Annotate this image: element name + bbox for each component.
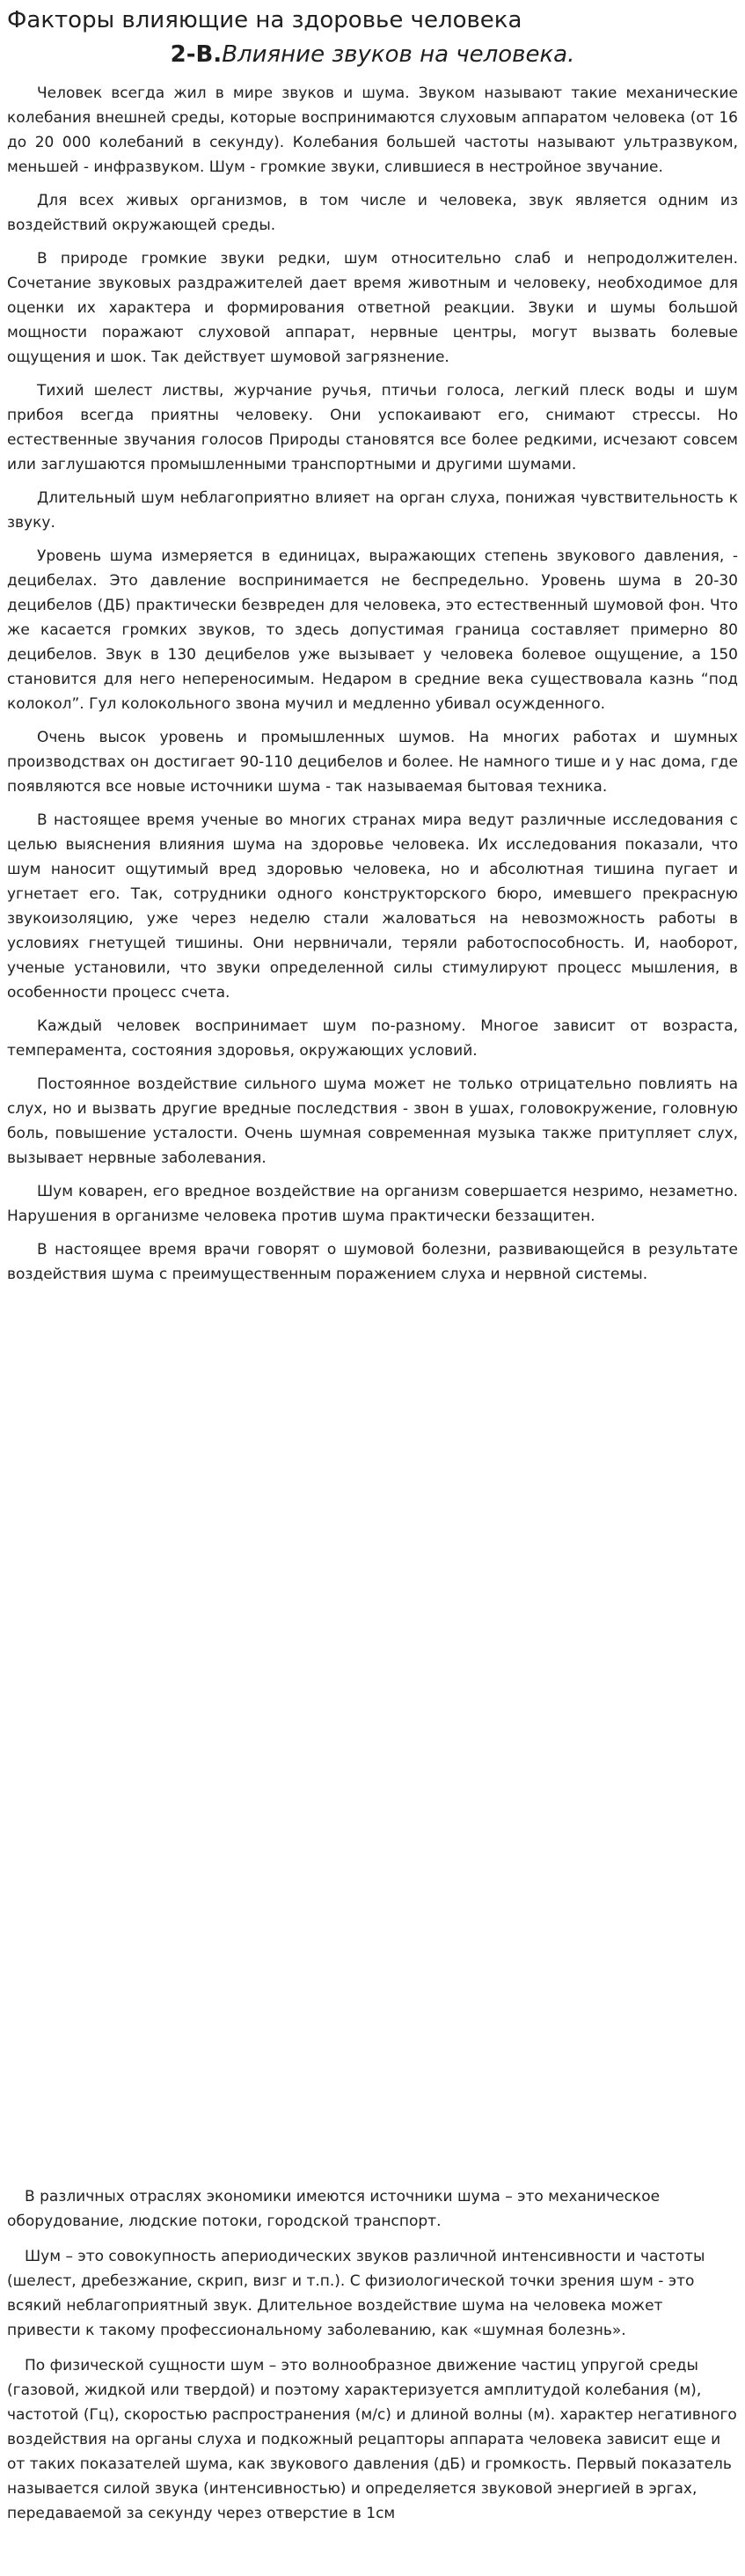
paragraph: Тихий шелест листвы, журчание ручья, птичьи голоса, легкий плеск воды и шум прибоя всегда приятны человеку. Они успокаивают его, снимают стрессы. Но естественные звучания голосов Природы становятся все более редкими, исчезают совсем или заглушаются промышленными транспортными и другими шумами. bbox=[7, 382, 738, 473]
paragraph: В различных отраслях экономики имеются источники шума – это механическое оборудование, людские потоки, городской транспорт. bbox=[7, 2188, 661, 2230]
paragraph: Для всех живых организмов, в том числе и человека, звук является одним из воздействий окружающей среды. bbox=[7, 192, 738, 234]
paragraph: Постоянное воздействие сильного шума может не только отрицательно повлиять на слух, но и вызвать другие вредные последствия - звон в ушах, головокружение, головную боль, повышение усталости. Очень шумная современная музыка также притупляет слух, вызывает нервные заболевания. bbox=[7, 1075, 738, 1167]
subtitle-topic: Влияние звуков на человека. bbox=[222, 41, 575, 68]
paragraph: В природе громкие звуки редки, шум относительно слаб и непродолжителен. Сочетание звуковых раздражителей дает время животным и человеку, необходимое для оценки их характера и формирования ответной реакции. Звуки и шумы большой мощности поражают слуховой аппарат, нервные центры, могут вызвать болевые ощущения и шок. Так действует шумовой загрязнение. bbox=[7, 250, 738, 366]
paragraph: Длительный шум неблагоприятно влияет на орган слуха, понижая чувствительность к звуку. bbox=[7, 489, 738, 532]
document-subtitle bbox=[0, 39, 745, 70]
paragraph: В настоящее время ученые во многих странах мира ведут различные исследования с целью выяснения влияния шума на здоровье человека. Их исследования показали, что шум наносит ощутимый вред здоровью человека, но и абсолютная тишина пугает и угнетает его. Так, сотрудники одного конструкторского бюро, имевшего прекрасную звукоизоляцию, уже через неделю стали жаловаться на невозможность работы в условиях гнетущей тишины. Они нервничали, теряли работоспособность. И, наоборот, ученые установили, что звуки определенной силы стимулируют процесс мышления, в особенности процесс счета. bbox=[7, 811, 738, 1002]
secondary-text-section bbox=[7, 2184, 738, 2536]
subtitle-code: 2-В. bbox=[170, 41, 223, 68]
paragraph: Уровень шума измеряется в единицах, выражающих степень звукового давления, - децибелах. Это давление воспринимается не беспредельно. Уровень шума в 20-30 децибелов (ДБ) практически безвреден для человека, это естественный шумовой фон. Что же касается громких звуков, то здесь допустимая граница составляет примерно 80 децибелов. Звук в 130 децибелов уже вызывает у человека болевое ощущение, а 150 становится для него непереносимым. Недаром в средние века существовала казнь “под колокол”. Гул колокольного звона мучил и медленно убивал осужденного. bbox=[7, 547, 738, 713]
paragraph: Очень высок уровень и промышленных шумов. На многих работах и шумных производствах он достигает 90-110 децибелов и более. Не намного тише и у нас дома, где появляются все новые источники шума - так называемая бытовая техника. bbox=[7, 729, 738, 796]
paragraph: В настоящее время врачи говорят о шумовой болезни, развивающейся в результате воздействия шума с преимущественным поражением слуха и нервной системы. bbox=[7, 1241, 738, 1283]
paragraph: Каждый человек воспринимает шум по-разному. Многое зависит от возраста, темперамента, состояния здоровья, окружающих условий. bbox=[7, 1017, 738, 1060]
paragraph: Шум – это совокупность апериодических звуков различной интенсивности и частоты (шелест, дребезжание, скрип, визг и т.п.). С физиологической точки зрения шум - это всякий неблагоприятный звук. Длительное воздействие шума на человека может привести к такому профессиональному заболеванию, как «шумная болезнь». bbox=[7, 2248, 705, 2339]
paragraph: Шум коварен, его вредное воздействие на организм совершается незримо, незаметно. Нарушения в организме человека против шума практически беззащитен. bbox=[7, 1183, 738, 1225]
paragraph: Человек всегда жил в мире звуков и шума. Звуком называют такие механические колебания внешней среды, которые воспринимаются слуховым аппаратом человека (от 16 до 20 000 колебаний в секунду). Колебания большей частоты называют ультразвуком, меньшей - инфразвуком. Шум - громкие звуки, слившиеся в нестройное звучание. bbox=[7, 84, 738, 176]
document-title: Факторы влияющие на здоровье человека bbox=[7, 7, 522, 33]
paragraph: По физической сущности шум – это волнообразное движение частиц упругой среды (газовой, жидкой или твердой) и поэтому характеризуется амплитудой колебания (м), частотой (Гц), скоростью распространения (м/с) и длиной волны (м). характер негативного воздействия на органы слуха и подкожный рецапторы аппарата человека зависит еще и от таких показателей шума, как звукового давления (дБ) и громкость. Первый показатель называется силой звука (интенсивностью) и определяется звуковой энергией в эргах, передаваемой за секунду через отверстие в 1см bbox=[7, 2357, 737, 2522]
main-text-section bbox=[7, 81, 738, 1295]
